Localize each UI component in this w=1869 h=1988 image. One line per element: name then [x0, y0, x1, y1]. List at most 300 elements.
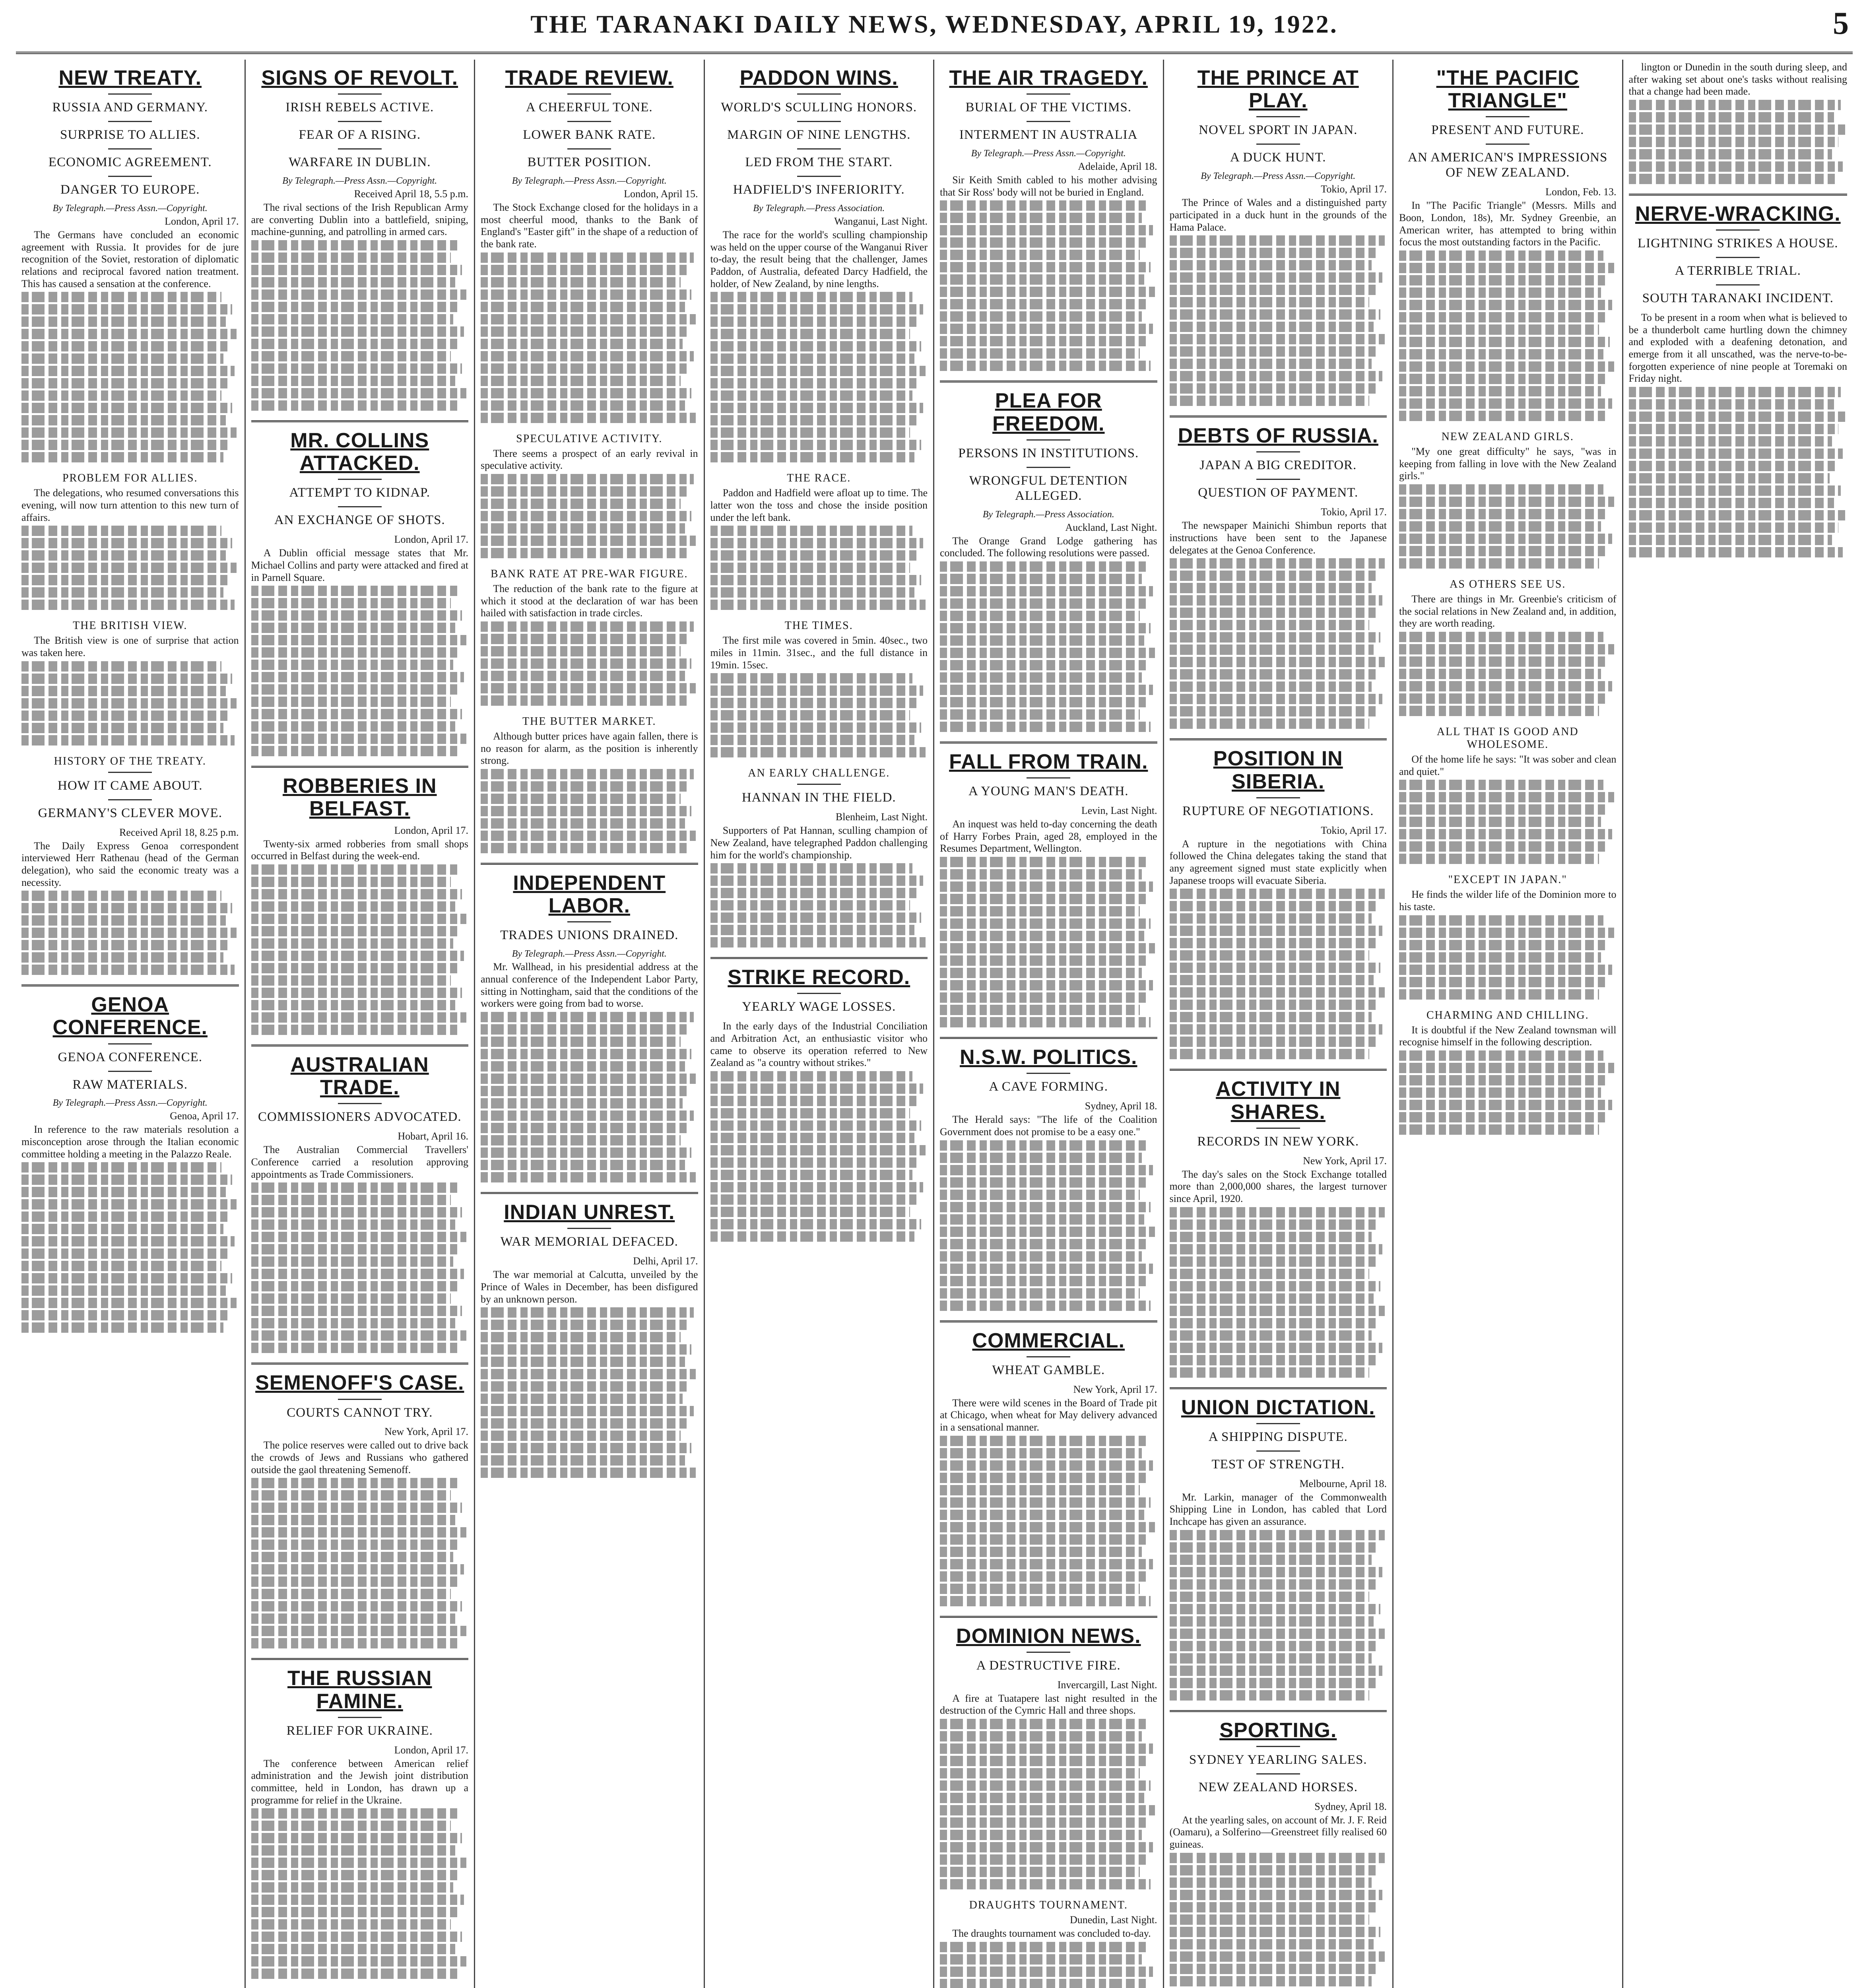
text-line: [1170, 901, 1378, 911]
text-line: [251, 1895, 464, 1905]
text-line: [251, 1907, 458, 1917]
text-line: [1399, 509, 1608, 519]
deck-rule: [108, 148, 152, 149]
deck-rule: [567, 121, 611, 122]
deck: QUESTION OF PAYMENT.: [1198, 485, 1359, 500]
subheading: HISTORY OF THE TREATY.: [54, 755, 206, 767]
article: [251, 420, 469, 756]
text-line: [1170, 963, 1380, 973]
article-body: A Dublin official message states that Mr. Michael Collins and party were attacked and fired at in Parnell Square.: [251, 547, 468, 583]
text-line: [1629, 112, 1834, 122]
newspaper-title: THE TARANAKI DAILY NEWS, WEDNESDAY, APRIL 19, 1922.: [530, 10, 1338, 38]
deck-rule: [338, 1103, 382, 1104]
text-line: [1170, 1269, 1370, 1279]
text-line: [1399, 287, 1601, 298]
deck-rule: [1027, 467, 1070, 468]
text-line: [710, 403, 924, 413]
article: [481, 863, 698, 1182]
text-line: [940, 574, 1142, 584]
headline: POSITION IN SIBERIA.: [1213, 747, 1343, 793]
text-line: [21, 711, 230, 721]
wire-credit: By Telegraph.—Press Association.: [753, 203, 885, 214]
text-line: [710, 440, 921, 450]
text-line: [1399, 1112, 1605, 1122]
dateline: Levin, Last Night.: [1081, 805, 1157, 817]
text-line: [1170, 645, 1374, 655]
text-line: [940, 324, 1153, 334]
subheading: DRAUGHTS TOURNAMENT.: [969, 1899, 1128, 1912]
text-line: [1629, 510, 1845, 520]
article-body: Supporters of Pat Hannan, sculling champion of New Zealand, have telegraphed Paddon challenging him for the world's championship.: [710, 825, 928, 861]
text-line: [940, 697, 1146, 707]
text-line: [21, 427, 237, 438]
text-line: [1170, 1678, 1376, 1688]
deck-rule: [1027, 1356, 1070, 1357]
text-line: [251, 240, 458, 250]
text-line: [1399, 250, 1603, 261]
text-line: [21, 440, 230, 450]
article: [481, 67, 698, 423]
deck-rule: [1256, 451, 1300, 452]
text-line: [940, 1140, 1149, 1151]
article: [251, 1044, 469, 1353]
text-line: [481, 1332, 681, 1342]
column-7: [1394, 60, 1623, 1988]
text-line: [251, 988, 462, 998]
article: [21, 619, 239, 745]
text-line: [710, 378, 919, 388]
text-line: [710, 925, 915, 935]
text-line: [940, 1460, 1153, 1471]
text-line: [710, 698, 917, 708]
text-line: [251, 1882, 453, 1893]
text-line: [940, 1768, 1140, 1778]
article-body: Although butter prices have again fallen, there is no reason for alarm, as the position is inherently strong.: [481, 730, 698, 767]
text-line: [481, 1172, 696, 1182]
text-line: [481, 302, 685, 312]
deck-rule: [338, 1399, 382, 1400]
text-line: [251, 901, 456, 912]
deck-rule: [1716, 284, 1760, 285]
column-2: [246, 60, 475, 1988]
text-line: [1170, 1939, 1374, 1949]
text-line: [1399, 989, 1599, 1000]
text-line: [1399, 558, 1599, 569]
text-line: [940, 881, 1153, 892]
text-line: [1170, 987, 1385, 998]
text-line: [21, 928, 237, 938]
deck: WAR MEMORIAL DEFACED.: [500, 1235, 678, 1249]
text-line: [21, 452, 223, 462]
subheading: THE TIMES.: [784, 619, 853, 632]
text-line: [1170, 1567, 1383, 1577]
text-line: [710, 292, 912, 302]
text-line: [940, 299, 1149, 309]
deck-rule: [1256, 116, 1300, 117]
text-line: [940, 1473, 1146, 1483]
column-5: [934, 60, 1164, 1988]
text-line: [1170, 706, 1376, 716]
column-3: [475, 60, 705, 1988]
text-line: [481, 1431, 681, 1441]
deck: RECORDS IN NEW YORK.: [1197, 1134, 1359, 1149]
dateline: Received April 18, 8.25 p.m.: [119, 826, 239, 838]
headline: PLEA FOR FREEDOM.: [992, 389, 1105, 435]
text-line: [21, 403, 232, 413]
text-line: [251, 623, 456, 633]
text-line: [251, 1845, 456, 1856]
text-line: [1170, 1049, 1370, 1059]
text-line: [940, 598, 1146, 609]
headline: SPORTING.: [1219, 1718, 1337, 1742]
article: [1399, 431, 1617, 569]
text-line: [481, 1443, 691, 1453]
dateline: London, April 17.: [165, 215, 239, 227]
text-line: [1170, 1890, 1383, 1900]
text-line: [1399, 534, 1612, 544]
text-line: [1170, 1865, 1378, 1875]
text-line: [1170, 608, 1376, 618]
text-line: [251, 1626, 466, 1636]
text-line: [481, 1024, 687, 1035]
text-line: [481, 1135, 681, 1145]
text-line: [940, 660, 1149, 670]
deck: HOW IT CAME ABOUT.: [58, 778, 203, 793]
dateline: Received April 18, 5.5 p.m.: [354, 188, 468, 200]
text-line: [1399, 521, 1601, 532]
text-line: [710, 1120, 921, 1131]
article: [940, 67, 1157, 371]
text-line: [251, 610, 462, 621]
text-line: [251, 721, 456, 732]
text-line: [481, 388, 691, 398]
text-line: [21, 940, 230, 950]
text-line: [710, 735, 915, 745]
text-line: [940, 1239, 1149, 1249]
text-line: [940, 1596, 1151, 1606]
wire-credit: By Telegraph.—Press Assn.—Copyright.: [52, 1098, 208, 1109]
deck-rule: [108, 799, 152, 800]
article: [21, 472, 239, 610]
text-line: [481, 843, 689, 853]
headline: INDIAN UNREST.: [504, 1201, 675, 1224]
text-line: [940, 709, 1140, 720]
wire-credit: By Telegraph.—Press Assn.—Copyright.: [512, 176, 667, 186]
column-8: [1623, 60, 1853, 1988]
text-line: [940, 1153, 1142, 1163]
deck-rule: [797, 176, 841, 177]
text-line: [251, 914, 466, 924]
text-line: [710, 1108, 910, 1118]
deck: RUSSIA AND GERMANY.: [52, 100, 208, 115]
article-body: There were wild scenes in the Board of Trade pit at Chicago, when wheat for May delivery advanced in a sensational manner.: [940, 1397, 1157, 1433]
text-line: [710, 722, 921, 733]
text-line: [481, 1074, 696, 1084]
text-line: [251, 635, 466, 645]
text-line: [21, 1310, 230, 1320]
text-line: [940, 1497, 1151, 1508]
text-line: [481, 1037, 681, 1047]
deck-rule: [797, 93, 841, 95]
text-line: [1629, 412, 1845, 422]
article-body: The newspaper Mainichi Shimbun reports that instructions have been sent to the Japanese delegates at the Genoa Conference.: [1169, 520, 1387, 556]
article: [710, 957, 928, 1242]
text-line: [251, 975, 451, 986]
columns-container: [16, 60, 1853, 1988]
text-line: [1399, 1087, 1601, 1098]
text-line: [1170, 297, 1370, 307]
headline: ACTIVITY IN SHARES.: [1216, 1077, 1341, 1124]
dateline: Delhi, April 17.: [633, 1255, 698, 1267]
text-line: [710, 900, 910, 911]
text-line: [710, 452, 915, 462]
article: [21, 755, 239, 975]
text-line: [251, 1515, 456, 1525]
text-line: [1629, 498, 1834, 508]
text-line: [710, 550, 917, 561]
text-line: [940, 237, 1146, 248]
text-line: [940, 1854, 1146, 1865]
deck-rule: [108, 1071, 152, 1072]
text-line: [1170, 1542, 1378, 1553]
text-line: [1399, 1075, 1608, 1085]
article-body: An inquest was held to-day concerning the death of Harry Forbes Prain, aged 28, employed in the Resumes Department, Wellington.: [940, 818, 1157, 854]
deck: A DESTRUCTIVE FIRE.: [976, 1658, 1121, 1673]
text-line: [1629, 124, 1845, 135]
text-line: [21, 378, 228, 388]
text-line: [710, 1219, 921, 1229]
deck-rule: [1256, 1773, 1300, 1774]
text-line: [940, 1190, 1140, 1200]
article: [481, 433, 698, 558]
text-line: [251, 660, 453, 670]
wire-credit: By Telegraph.—Press Assn.—Copyright.: [282, 176, 437, 186]
dateline: London, April 15.: [624, 188, 698, 200]
article: [481, 568, 698, 706]
text-line: [940, 648, 1155, 658]
deck: YEARLY WAGE LOSSES.: [742, 1000, 896, 1014]
subheading: CHARMING AND CHILLING.: [1426, 1009, 1589, 1021]
text-line: [710, 1194, 917, 1205]
deck: GERMANY'S CLEVER MOVE.: [38, 806, 222, 820]
text-line: [1629, 424, 1839, 434]
deck-rule: [338, 1717, 382, 1718]
deck: COURTS CANNOT TRY.: [287, 1405, 433, 1420]
text-line: [21, 341, 230, 351]
text-line: [1170, 620, 1370, 630]
text-line: [1399, 780, 1603, 790]
text-line: [710, 304, 924, 315]
text-line: [21, 366, 235, 376]
text-line: [940, 1954, 1142, 1965]
text-line: [940, 1534, 1149, 1545]
text-line: [710, 390, 912, 401]
article: [251, 1363, 469, 1648]
deck: AN AMERICAN'S IMPRESSIONS OF NEW ZEALAND.: [1408, 150, 1608, 180]
text-line: [1170, 1343, 1383, 1353]
text-line: [481, 1147, 691, 1158]
article: [21, 984, 239, 1333]
text-line: [1170, 1976, 1372, 1986]
text-line: [251, 265, 462, 275]
text-line: [21, 600, 235, 610]
article-body: The Stock Exchange closed for the holidays in a most cheerful mood, thanks to the Bank of England's "Easter gift" in the shape of a reduction of the bank rate.: [481, 202, 698, 250]
subheading: AS OTHERS SEE US.: [1450, 578, 1566, 590]
text-line: [481, 252, 694, 263]
text-line: [1170, 309, 1380, 320]
text-line: [1399, 411, 1605, 421]
article: [1170, 415, 1387, 729]
text-line: [710, 1231, 915, 1242]
article-body: The draughts tournament was concluded to-day.: [952, 1928, 1151, 1939]
text-line: [1170, 1853, 1385, 1863]
text-line: [710, 876, 924, 886]
text-line: [1170, 1653, 1372, 1664]
text-line: [940, 857, 1149, 867]
headline: NERVE-WRACKING.: [1635, 202, 1841, 226]
text-line: [940, 1719, 1149, 1729]
text-line: [1170, 913, 1372, 924]
text-line: [1399, 817, 1601, 827]
article-body: A fire at Tuatapere last night resulted in the destruction of the Cymric Hall and three shops.: [940, 1692, 1157, 1716]
deck: HANNAN IN THE FIELD.: [741, 790, 896, 805]
text-line: [251, 1944, 456, 1954]
text-line: [710, 863, 912, 874]
text-line: [481, 1468, 696, 1478]
text-line: [710, 1083, 924, 1094]
headline: N.S.W. POLITICS.: [960, 1046, 1137, 1069]
text-line: [1170, 558, 1385, 569]
text-line: [251, 1858, 466, 1868]
deck: RELIEF FOR UKRAINE.: [286, 1723, 433, 1738]
article-body: Of the home life he says: "It was sober and clean and quiet.": [1399, 753, 1617, 777]
headline: AUSTRALIAN TRADE.: [290, 1053, 429, 1099]
text-line: [940, 586, 1153, 596]
text-line: [940, 1559, 1153, 1569]
text-line: [481, 1344, 691, 1355]
text-line: [251, 709, 462, 719]
text-line: [710, 1096, 917, 1106]
article-body: The Australian Commercial Travellers' Conference carried a resolution approving appointments as Trade Commissioners.: [251, 1144, 468, 1180]
text-line: [251, 1870, 460, 1880]
text-line: [481, 1086, 689, 1096]
deck: PERSONS IN INSTITUTIONS.: [958, 446, 1139, 460]
text-line: [251, 684, 458, 695]
article-body: The reduction of the bank rate to the figure at which it stood at the declaration of war has been hailed with satisfaction in trade circles.: [481, 583, 698, 619]
text-line: [251, 1207, 462, 1217]
text-line: [940, 225, 1153, 235]
text-line: [481, 658, 691, 669]
text-line: [710, 673, 912, 683]
text-line: [1170, 1914, 1370, 1925]
subheading: NEW ZEALAND GIRLS.: [1441, 430, 1574, 443]
text-line: [251, 339, 458, 349]
text-line: [1170, 235, 1385, 246]
deck: WARFARE IN DUBLIN.: [289, 155, 431, 170]
text-line: [1399, 1063, 1614, 1073]
dateline: Tokio, April 17.: [1321, 824, 1387, 836]
headline: MR. COLLINS ATTACKED.: [290, 429, 429, 475]
text-line: [940, 1005, 1140, 1015]
text-line: [251, 1638, 460, 1648]
dateline: Hobart, April 16.: [398, 1130, 468, 1142]
article-body: At the yearling sales, on account of Mr. J. F. Reid (Oamaru), a Solferino—Greenstreet filly realised 60 guineas.: [1169, 1814, 1387, 1850]
article-body: The war memorial at Calcutta, unveiled by the Prince of Wales in December, has been disfigured by an unknown person.: [481, 1269, 698, 1305]
article: [251, 1658, 469, 1979]
text-line: [940, 635, 1144, 646]
text-line: [940, 1177, 1146, 1188]
text-line: [1170, 285, 1376, 295]
text-line: [1399, 854, 1599, 864]
article: [710, 472, 928, 610]
text-line: [1629, 436, 1832, 447]
deck: IRISH REBELS ACTIVE.: [285, 100, 434, 115]
text-line: [21, 1298, 237, 1308]
deck: LIGHTNING STRIKES A HOUSE.: [1638, 236, 1838, 251]
deck: INTERMENT IN AUSTRALIA: [959, 128, 1138, 142]
article: [940, 1899, 1157, 1988]
text-line: [481, 1110, 694, 1121]
text-line: [21, 674, 232, 684]
text-line: [251, 326, 464, 337]
headline: NEW TREATY.: [58, 66, 202, 89]
text-line: [1170, 1232, 1372, 1242]
text-line: [1170, 1367, 1370, 1378]
article-body: The British view is one of surprise that action was taken here.: [21, 635, 239, 658]
text-line: [1399, 928, 1614, 938]
text-line: [1170, 1318, 1378, 1328]
text-line: [940, 672, 1142, 683]
article-body: There are things in Mr. Greenbie's criticism of the social relations in New Zealand and, in addition, they are worth reading.: [1399, 593, 1617, 629]
text-line: [1170, 681, 1372, 692]
text-line: [1399, 1100, 1612, 1110]
text-line: [481, 806, 691, 816]
article-body: Paddon and Hadfield were afloat up to time. The latter won the toss and chose the inside position under the left bank.: [710, 487, 928, 523]
text-line: [940, 1979, 1146, 1988]
text-line: [940, 1448, 1142, 1458]
text-line: [940, 980, 1153, 990]
text-line: [251, 351, 451, 361]
text-line: [1629, 461, 1836, 471]
text-line: [1399, 497, 1614, 507]
text-line: [251, 400, 460, 411]
text-line: [1170, 396, 1370, 406]
text-line: [1170, 1037, 1376, 1047]
article-body: A rupture in the negotiations with China followed the China delegates taking the stand that any agreement signed must state explicitly when Japanese troops will evacuate Siberia.: [1169, 838, 1387, 886]
deck-rule: [338, 93, 382, 95]
text-line: [940, 906, 1140, 916]
article: [1399, 1009, 1617, 1135]
text-line: [21, 915, 226, 926]
article-body: The police reserves were called out to drive back the crowds of Jews and Russians who gathered outside the gaol threatening Semenoff.: [251, 1439, 468, 1475]
text-line: [251, 1232, 466, 1242]
text-line: [481, 413, 696, 423]
text-line: [21, 698, 237, 709]
dateline: Adelaide, April 18.: [1078, 161, 1157, 173]
text-line: [940, 561, 1149, 572]
wire-credit: By Telegraph.—Press Assn.—Copyright.: [971, 148, 1126, 159]
text-line: [21, 1236, 235, 1246]
text-line: [251, 1256, 453, 1267]
text-line: [1170, 1293, 1374, 1304]
dateline: London, Feb. 13.: [1545, 186, 1617, 198]
text-line: [940, 869, 1142, 879]
text-line: [251, 598, 451, 608]
deck: PRESENT AND FUTURE.: [1431, 123, 1584, 138]
text-line: [1399, 1050, 1603, 1061]
article: [1399, 67, 1617, 421]
text-line: [481, 1418, 687, 1429]
